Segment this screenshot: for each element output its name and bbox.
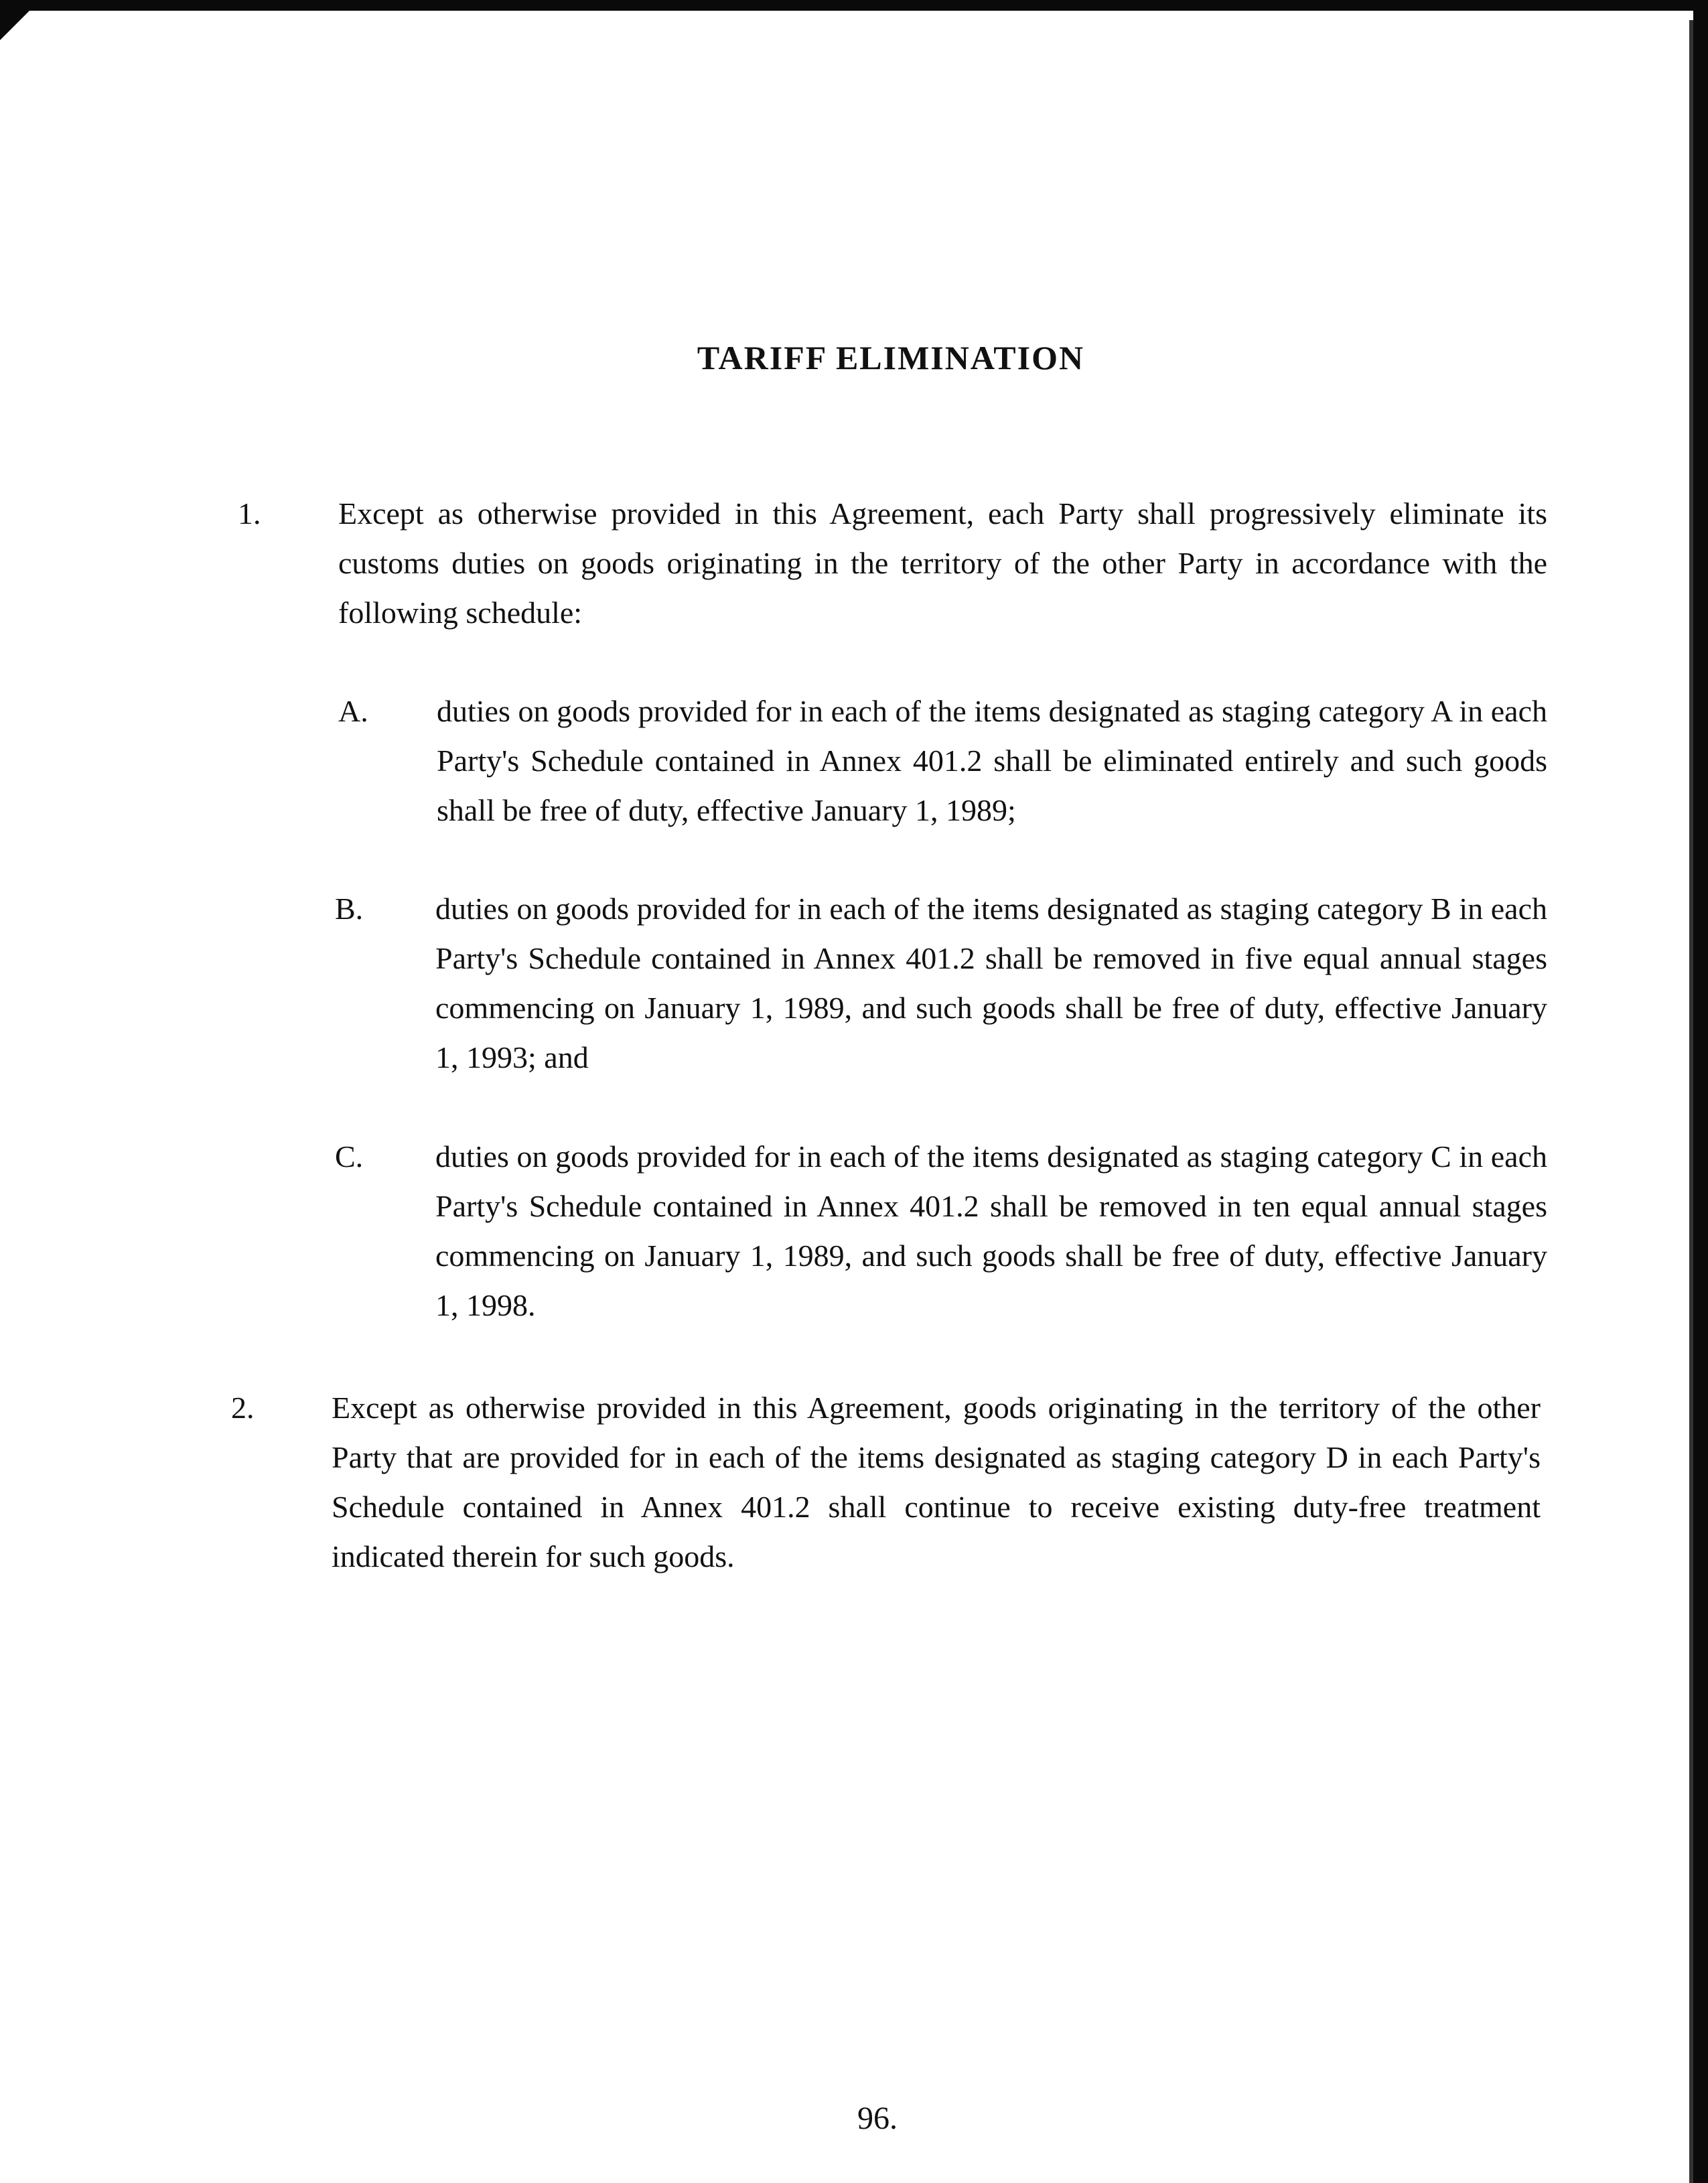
scan-edge-top [0, 0, 1708, 11]
scan-edge-right [1693, 0, 1708, 2183]
item-1-text: Except as otherwise provided in this Agreement, each Party shall progressively eliminate its customs duties on goods originating in the territory of the other Party in accordance with the following schedule: [338, 496, 1547, 630]
subitem-a-letter: A. [338, 694, 368, 728]
page-title: TARIFF ELIMINATION [697, 339, 1085, 376]
item-2-text: Except as otherwise provided in this Agreement, goods originating in the territory of the other Party that are provided for in each of the items designated as staging category D in each Party's Schedule contained in Annex 401.2 shall continue to receive existing duty-free treatment indicated therein for such goods. [332, 1391, 1541, 1573]
subitem-a-text: duties on goods provided for in each of the items designated as staging category A in each Party's Schedule contained in Annex 401.2 shall be eliminated entirely and such goods shall be free of duty, effective January 1, 1989; [437, 694, 1547, 827]
item-1-number: 1. [238, 496, 261, 531]
subitem-c-text: duties on goods provided for in each of the items designated as staging category C in each Party's Schedule contained in Annex 401.2 shall be removed in ten equal annual stages commencing on January 1, 1989, and such goods shall be free of duty, effective January 1, 1998. [435, 1139, 1547, 1322]
subitem-b-letter: B. [335, 892, 364, 926]
subitem-c-letter: C. [335, 1139, 364, 1174]
subitem-b-text: duties on goods provided for in each of the items designated as staging category B in each Party's Schedule contained in Annex 401.2 shall be removed in five equal annual stages commencing on January 1, 1989, and such goods shall be free of duty, effective January 1, 1993; and [435, 892, 1547, 1074]
item-2-number: 2. [231, 1391, 255, 1425]
scan-edge-corner [0, 0, 40, 40]
page-number: 96. [857, 2101, 898, 2136]
